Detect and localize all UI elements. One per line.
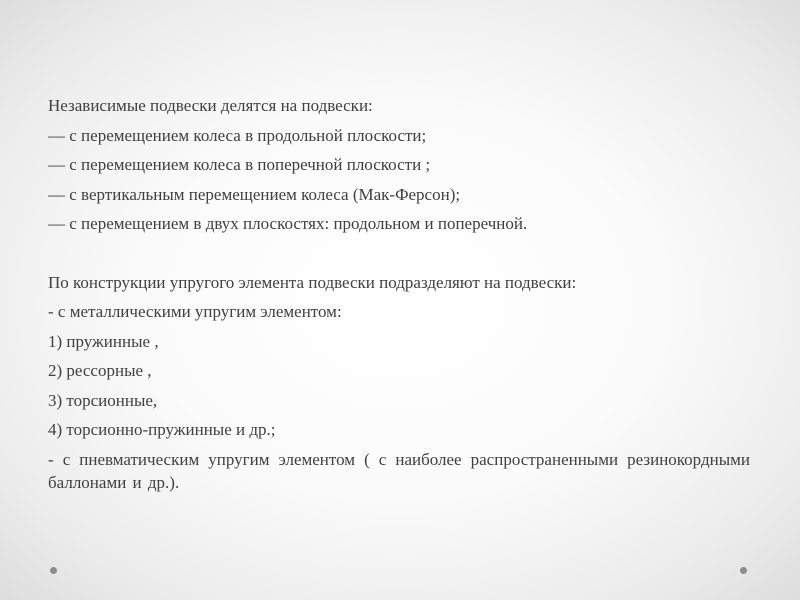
list-item: 3) торсионные, xyxy=(48,390,158,410)
elastic-element-heading: По конструкции упругого элемента подвески подразделяют на подвески: xyxy=(48,272,577,292)
list-item: 1) пружинные , xyxy=(48,331,159,351)
paragraph-gap xyxy=(48,239,750,268)
pneumatic-elements-paragraph: - с пневматическим упругим элементом ( с наиболее распространенными резинокордными баллонами и др.). xyxy=(48,449,750,492)
list-item: 2) рессорные , xyxy=(48,361,152,380)
list-item: — с перемещением колеса в продольной плоскости; xyxy=(48,125,427,145)
list-item: — с перемещением в двух плоскостях: продольном и поперечной. xyxy=(48,214,528,233)
list-item: — с перемещением колеса в поперечной плоскости ; xyxy=(48,155,431,174)
list-item: 4) торсионно-пружинные и др.; xyxy=(48,420,276,439)
metal-elements-subheading: - с металлическими упругим элементом: xyxy=(48,302,342,321)
decorative-dot-right xyxy=(740,567,747,574)
slide-body xyxy=(48,91,750,494)
list-item: — с вертикальным перемещением колеса (Мак-Ферсон); xyxy=(48,184,461,204)
independent-suspension-heading: Независимые подвески делятся на подвески: xyxy=(48,96,373,115)
decorative-dot-left xyxy=(50,567,57,574)
